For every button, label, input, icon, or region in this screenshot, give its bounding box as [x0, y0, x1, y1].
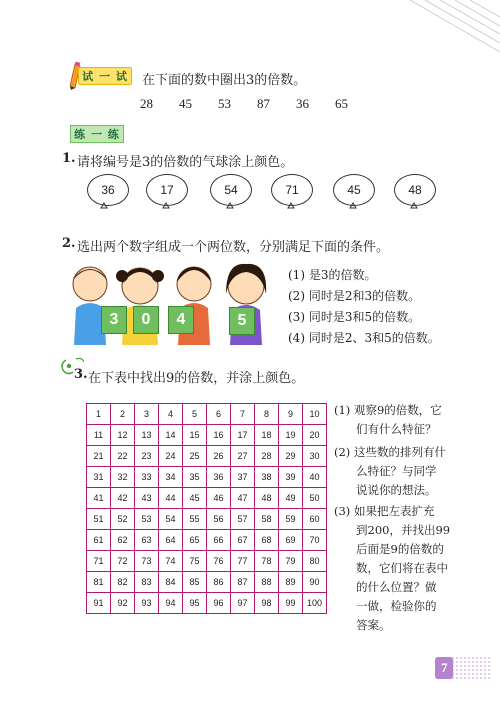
table-cell: 39: [279, 467, 303, 488]
table-cell: 95: [183, 593, 207, 614]
q1-text: 请将编号是3的倍数的气球涂上颜色。: [77, 155, 294, 170]
table-cell: 25: [183, 446, 207, 467]
table-cell: 55: [183, 509, 207, 530]
try-number: 45: [179, 96, 192, 111]
table-cell: 36: [207, 467, 231, 488]
table-cell: 38: [255, 467, 279, 488]
observation-line: (3) 如果把左表扩充: [334, 504, 435, 518]
table-cell: 66: [207, 530, 231, 551]
q2-number: 2.: [62, 236, 76, 251]
table-cell: 76: [207, 551, 231, 572]
table-cell: 82: [111, 572, 135, 593]
table-cell: 67: [231, 530, 255, 551]
table-cell: 58: [255, 509, 279, 530]
table-cell: 18: [255, 425, 279, 446]
table-cell: 5: [183, 404, 207, 425]
table-cell: 37: [231, 467, 255, 488]
table-row: [87, 551, 327, 572]
table-cell: 19: [279, 425, 303, 446]
table-cell: 83: [135, 572, 159, 593]
balloon-number: 45: [347, 183, 361, 197]
q3-number: 3.: [74, 367, 88, 382]
table-cell: 27: [231, 446, 255, 467]
table-cell: 29: [279, 446, 303, 467]
table-cell: 89: [279, 572, 303, 593]
observation-line: 说说你的想法。: [356, 483, 437, 497]
table-cell: 4: [159, 404, 183, 425]
table-cell: 79: [279, 551, 303, 572]
observation-line: 们有什么特征？: [356, 422, 437, 436]
table-cell: 87: [231, 572, 255, 593]
observation-line: 数，它们将在表中: [356, 561, 448, 575]
try-instruction: 在下面的数中圈出3的倍数。: [142, 73, 307, 88]
table-row: [87, 404, 327, 425]
table-cell: 88: [255, 572, 279, 593]
try-number: 36: [296, 96, 309, 111]
table-cell: 1: [87, 404, 111, 425]
table-cell: 35: [183, 467, 207, 488]
table-cell: 31: [87, 467, 111, 488]
condition-item: (3) 同时是3和5的倍数。: [288, 310, 421, 324]
table-cell: 6: [207, 404, 231, 425]
table-cell: 50: [303, 488, 327, 509]
observation-line: 到200，并找出99: [356, 523, 451, 537]
table-cell: 94: [159, 593, 183, 614]
table-cell: 28: [255, 446, 279, 467]
table-row: [87, 425, 327, 446]
table-cell: 41: [87, 488, 111, 509]
table-cell: 78: [255, 551, 279, 572]
observation-line: 的什么位置？做: [356, 580, 437, 594]
observation-line: (1) 观察9的倍数，它: [334, 403, 442, 417]
balloon-number: 54: [224, 183, 238, 197]
table-cell: 32: [111, 467, 135, 488]
table-cell: 85: [183, 572, 207, 593]
try-number: 53: [218, 96, 231, 111]
try-number-row: [140, 96, 374, 112]
table-row: [87, 530, 327, 551]
table-cell: 20: [303, 425, 327, 446]
table-cell: 47: [231, 488, 255, 509]
table-cell: 57: [231, 509, 255, 530]
table-cell: 71: [87, 551, 111, 572]
table-cell: 44: [159, 488, 183, 509]
balloon-number: 71: [285, 183, 299, 197]
table-cell: 33: [135, 467, 159, 488]
observation-line: 么特征？与同学: [356, 464, 437, 478]
practice-tag: 练 一 练: [70, 125, 124, 143]
table-cell: 70: [303, 530, 327, 551]
table-cell: 3: [135, 404, 159, 425]
table-row: [87, 467, 327, 488]
balloon-number: 17: [160, 183, 174, 197]
table-cell: 48: [255, 488, 279, 509]
table-cell: 40: [303, 467, 327, 488]
table-cell: 99: [279, 593, 303, 614]
table-cell: 97: [231, 593, 255, 614]
table-row: [87, 572, 327, 593]
table-cell: 86: [207, 572, 231, 593]
table-cell: 100: [303, 593, 327, 614]
table-row: [87, 446, 327, 467]
table-cell: 68: [255, 530, 279, 551]
table-cell: 84: [159, 572, 183, 593]
table-cell: 60: [303, 509, 327, 530]
table-cell: 72: [111, 551, 135, 572]
table-cell: 15: [183, 425, 207, 446]
table-cell: 96: [207, 593, 231, 614]
number-card: 4: [168, 306, 194, 334]
try-tag: 试 一 试: [78, 67, 132, 85]
table-cell: 13: [135, 425, 159, 446]
table-cell: 23: [135, 446, 159, 467]
table-cell: 73: [135, 551, 159, 572]
observation-line: 答案。: [356, 618, 391, 632]
table-cell: 80: [303, 551, 327, 572]
table-cell: 14: [159, 425, 183, 446]
condition-item: (2) 同时是2和3的倍数。: [288, 289, 421, 303]
table-cell: 46: [207, 488, 231, 509]
page-number: 7: [441, 660, 448, 675]
q3-text: 在下表中找出9的倍数，并涂上颜色。: [88, 371, 305, 386]
table-cell: 90: [303, 572, 327, 593]
try-number: 28: [140, 96, 153, 111]
table-cell: 65: [183, 530, 207, 551]
table-cell: 49: [279, 488, 303, 509]
table-cell: 43: [135, 488, 159, 509]
observation-3: [334, 502, 450, 635]
table-cell: 24: [159, 446, 183, 467]
balloon-knots: [80, 202, 440, 214]
table-row: [87, 509, 327, 530]
table-cell: 63: [135, 530, 159, 551]
table-cell: 93: [135, 593, 159, 614]
observation-line: 后面是9的倍数的: [356, 542, 444, 556]
table-cell: 16: [207, 425, 231, 446]
table-cell: 92: [111, 593, 135, 614]
table-cell: 61: [87, 530, 111, 551]
table-cell: 17: [231, 425, 255, 446]
q1-number: 1.: [62, 151, 76, 166]
hundreds-table: [86, 403, 327, 614]
observation-2: [334, 443, 446, 500]
observation-1: [334, 401, 442, 439]
table-cell: 11: [87, 425, 111, 446]
table-cell: 42: [111, 488, 135, 509]
try-number: 87: [257, 96, 270, 111]
table-cell: 7: [231, 404, 255, 425]
corner-decoration: [340, 0, 500, 60]
table-cell: 75: [183, 551, 207, 572]
table-cell: 64: [159, 530, 183, 551]
table-cell: 56: [207, 509, 231, 530]
table-cell: 21: [87, 446, 111, 467]
table-cell: 69: [279, 530, 303, 551]
table-cell: 81: [87, 572, 111, 593]
table-cell: 91: [87, 593, 111, 614]
table-cell: 45: [183, 488, 207, 509]
table-cell: 51: [87, 509, 111, 530]
observation-line: (2) 这些数的排列有什: [334, 445, 446, 459]
balloon-number: 48: [408, 183, 422, 197]
table-cell: 77: [231, 551, 255, 572]
table-cell: 12: [111, 425, 135, 446]
number-card: 3: [101, 306, 127, 334]
table-row: [87, 593, 327, 614]
number-card: 0: [133, 306, 159, 334]
table-cell: 54: [159, 509, 183, 530]
table-cell: 10: [303, 404, 327, 425]
table-cell: 30: [303, 446, 327, 467]
table-cell: 34: [159, 467, 183, 488]
observation-line: 一做，检验你的: [356, 599, 437, 613]
table-cell: 62: [111, 530, 135, 551]
table-cell: 53: [135, 509, 159, 530]
table-cell: 74: [159, 551, 183, 572]
table-cell: 22: [111, 446, 135, 467]
table-cell: 98: [255, 593, 279, 614]
table-cell: 9: [279, 404, 303, 425]
balloon-number: 36: [101, 183, 115, 197]
q2-text: 选出两个数字组成一个两位数，分别满足下面的条件。: [77, 240, 390, 255]
try-number: 65: [335, 96, 348, 111]
condition-item: (1) 是3的倍数。: [288, 268, 377, 282]
condition-item: (4) 同时是2、3和5的倍数。: [288, 331, 440, 345]
table-cell: 59: [279, 509, 303, 530]
table-cell: 26: [207, 446, 231, 467]
table-cell: 2: [111, 404, 135, 425]
number-card: 5: [229, 307, 255, 335]
table-row: [87, 488, 327, 509]
table-cell: 52: [111, 509, 135, 530]
table-cell: 8: [255, 404, 279, 425]
